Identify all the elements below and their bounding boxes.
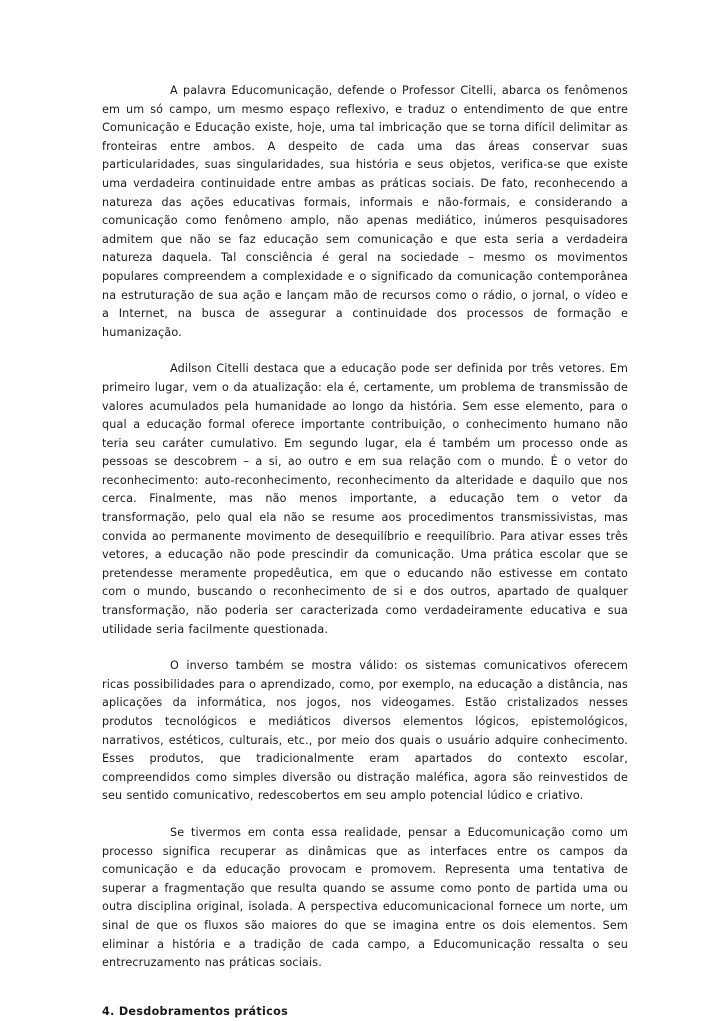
section-heading: 4. Desdobramentos práticos bbox=[102, 1004, 289, 1018]
paragraph-three-vectors: Adilson Citelli destaca que a educação pode ser definida por três vetores. Em primeiro lugar, vem o da atualização: ela é, certamente, um problema de transmissão de valores acumulados pela humanidade ao longo da história. Sem esse elemento, para o qual a educação formal oferece importante contribuição, o conhecimento humano não teria seu caráter cumulativo. Em segundo lugar, ela é também um processo onde as pessoas se descobrem – a si, ao outro e em sua relação com o mundo. É o vetor do reconhecimento: auto-reconhecimento, reconhecimento da alteridade e daquilo que nos cerca. Finalmente, mas não menos importante, a educação tem o vetor da transformação, pelo qual ela não se resume aos procedimentos transmissivistas, mas convida ao permanente movimento de desequilíbrio e reequilíbrio. Para ativar esses três vetores, a educação não pode prescindir da comunicação. Uma prática escolar que se pretendesse meramente propedêutica, em que o educando não estivesse em contato com o mundo, buscando o reconhecimento de si e dos outros, apartado de qualquer transformação, não poderia ser caracterizada como verdadeiramente educativa e sua utilidade seria facilmente questionada. bbox=[102, 362, 628, 636]
paragraph-inverse-valid: O inverso também se mostra válido: os sistemas comunicativos oferecem ricas possibilidades para o aprendizado, como, por exemplo, na educação a distância, nas aplicações da informática, nos jogos, nos videogames. Estão cristalizados nesses produtos tecnológicos e mediáticos diversos elementos lógicos, epistemológicos, narrativos, estéticos, culturais, etc., por meio dos quais o usuário adquire conhecimento. Esses produtos, que tradicionalmente eram apartados do contexto escolar, compreendidos como simples diversão ou distração maléfica, agora são reinvestidos de seu sentido comunicativo, redescobertos em seu amplo potencial lúdico e criativo. bbox=[102, 659, 628, 803]
paragraph-process-perspective: Se tivermos em conta essa realidade, pensar a Educomunicação como um processo significa recuperar as dinâmicas que as interfaces entre os campos da comunicação e da educação provocam e promovem. Representa uma tentativa de superar a fragmentação que resulta quando se assume como ponto de partida uma ou outra disciplina original, isolada. A perspectiva educomunicacional fornece um norte, um sinal de que os fluxos são maiores do que se imagina entre os dois elementos. Sem eliminar a história e a tradição de cada campo, a Educomunicação ressalta o seu entrecruzamento nas práticas sociais. bbox=[102, 825, 628, 970]
document-page bbox=[102, 82, 628, 1021]
paragraph-educomunicacao-definition: A palavra Educomunicação, defende o Professor Citelli, abarca os fenômenos em um só campo, um mesmo espaço reflexivo, e traduz o entendimento de que entre Comunicação e Educação existe, hoje, uma tal imbricação que se torna difícil delimitar as fronteiras entre ambos. A despeito de cada uma das áreas conservar suas particularidades, suas singularidades, sua história e seus objetos, verifica-se que existe uma verdadeira continuidade entre ambas as práticas sociais. De fato, reconhecendo a natureza das ações educativas formais, informais e não-formais, e considerando a comunicação como fenômeno amplo, não apenas mediático, inúmeros pesquisadores admitem que não se faz educação sem comunicação e que esta seria a verdadeira natureza daquela. Tal consciência é geral na sociedade – mesmo os movimentos populares compreendem a complexidade e o significado da comunicação contemporânea na estruturação de sua ação e lançam mão de recursos como o rádio, o jornal, o vídeo e a Internet, na busca de assegurar a continuidade dos processos de formação e humanização. bbox=[102, 84, 628, 339]
